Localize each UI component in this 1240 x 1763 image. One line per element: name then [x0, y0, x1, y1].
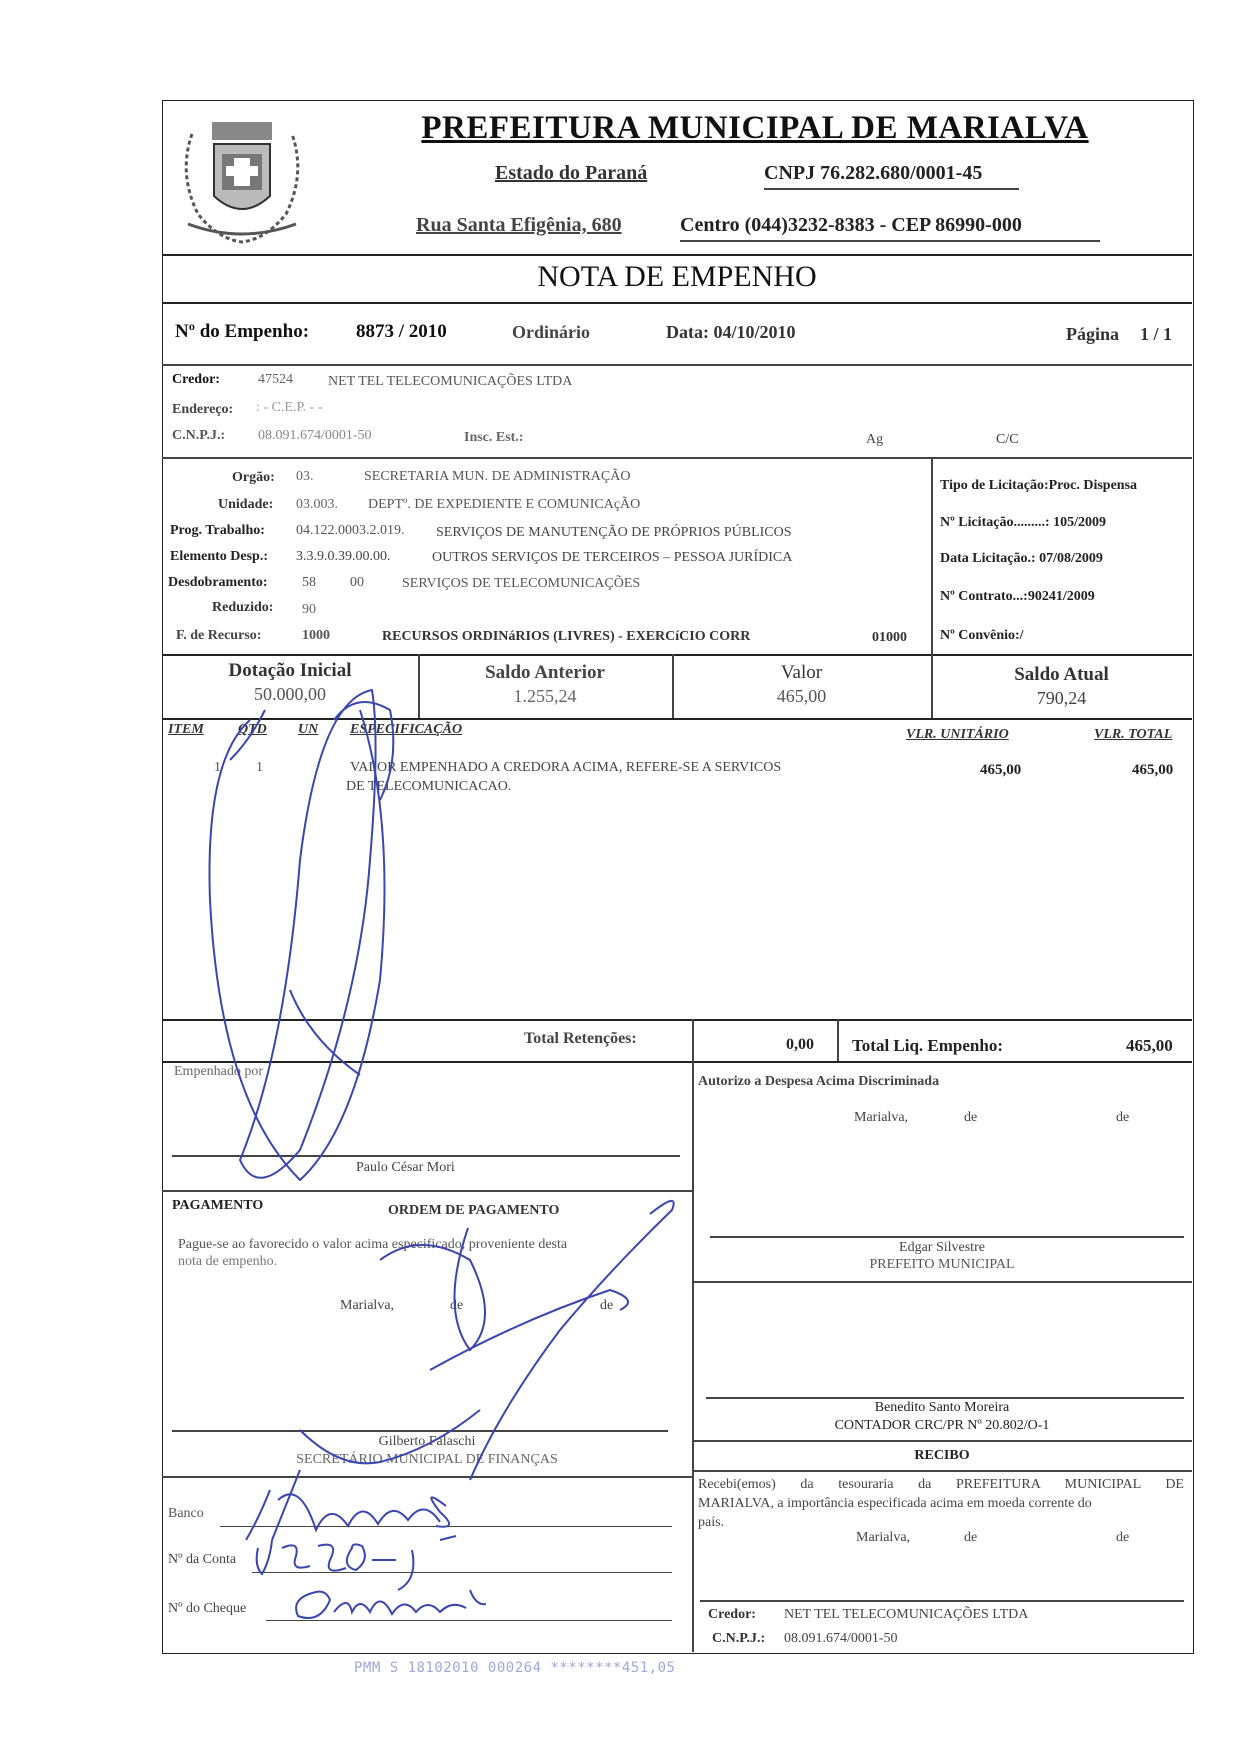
pagamento-de2: de [600, 1298, 614, 1313]
recibo-de2: de [1116, 1530, 1130, 1545]
insc-label: Insc. Est.: [464, 430, 524, 445]
row-desc1: VALOR EMPENHADO A CREDORA ACIMA, REFERE-SE A SERVICOS [350, 760, 782, 775]
cnpj-label: C.N.P.J.: [172, 428, 226, 443]
row-desc2: DE TELECOMUNICACAO. [346, 779, 512, 794]
autorizo-de2: de [1116, 1110, 1130, 1125]
ret-label: Total Retenções: [524, 1030, 637, 1047]
empenho-page-value: 1 / 1 [1140, 324, 1173, 344]
banco-label: Banco [168, 1506, 204, 1521]
recibo-text2: MARIALVA, a importância especificada acima em moeda corrente do [698, 1496, 1092, 1511]
ag-label: Ag [866, 432, 884, 447]
credor-code: 47524 [258, 372, 293, 387]
endereco-label: Endereço: [172, 402, 234, 417]
empenho-num-label: Nº do Empenho: [175, 321, 310, 342]
pagamento-de1: de [450, 1298, 464, 1313]
pagamento-city: Marialva, [340, 1298, 395, 1313]
recibo-cnpj-label: C.N.P.J.: [712, 1631, 766, 1646]
recibo-text3: país. [698, 1515, 725, 1530]
recibo-de1: de [964, 1530, 978, 1545]
reduzido-label: Reduzido: [212, 600, 274, 615]
secretario-name: Gilberto Falaschi [378, 1434, 476, 1449]
unidade-label: Unidade: [218, 497, 274, 512]
secretario-title: SECRETÁRIO MUNICIPAL DE FINANÇAS [296, 1452, 558, 1467]
unidade-code: 03.003. [296, 497, 338, 512]
empenhado-label: Empenhado por [174, 1064, 264, 1079]
prefeito-name: Edgar Silvestre [899, 1240, 985, 1255]
dotacao-value: 50.000,00 [254, 684, 326, 704]
recurso-label: F. de Recurso: [176, 628, 262, 643]
empenho-type: Ordinário [512, 322, 591, 342]
credor-label: Credor: [172, 372, 220, 387]
col-qtd: QTD [238, 722, 267, 737]
header-title: PREFEITURA MUNICIPAL DE MARIALVA [421, 110, 1089, 146]
col-espec: ESPECIFICAÇÃO [350, 722, 463, 737]
prefeito-title: PREFEITO MUNICIPAL [869, 1257, 1015, 1272]
recibo-title: RECIBO [914, 1448, 970, 1463]
header-address: Rua Santa Efigênia, 680 [416, 214, 622, 236]
elem-label: Elemento Desp.: [170, 549, 268, 564]
header-address-rest: Centro (044)3232-8383 - CEP 86990-000 [680, 214, 1022, 236]
pague-line2: nota de empenho. [178, 1254, 278, 1269]
cheque-label: Nº do Cheque [168, 1601, 247, 1616]
empenho-page-label: Página [1066, 324, 1120, 344]
ordem-label: ORDEM DE PAGAMENTO [388, 1203, 560, 1218]
empenho-num-value: 8873 / 2010 [356, 321, 447, 342]
col-un: UN [298, 722, 319, 737]
valor-label: Valor [780, 662, 823, 683]
reduzido-value: 90 [302, 602, 316, 617]
liq-value: 465,00 [1126, 1036, 1173, 1055]
recibo-city: Marialva, [856, 1530, 911, 1545]
footer-stamp: PMM S 18102010 000264 ********451,05 [354, 1660, 676, 1676]
autorizo-text: Autorizo a Despesa Acima Discriminada [698, 1074, 940, 1089]
orgao-desc: SECRETARIA MUN. DE ADMINISTRAÇÃO [364, 469, 631, 484]
elem-desc: OUTROS SERVIÇOS DE TERCEIROS – PESSOA JURÍDICA [432, 550, 793, 565]
anterior-label: Saldo Anterior [485, 662, 605, 683]
recibo-cnpj-value: 08.091.674/0001-50 [784, 1631, 898, 1646]
pagamento-label: PAGAMENTO [172, 1198, 264, 1213]
col-total: VLR. TOTAL [1094, 727, 1173, 742]
ret-value: 0,00 [786, 1036, 814, 1053]
cheque-field[interactable] [266, 1620, 672, 1621]
cc-label: C/C [996, 432, 1019, 447]
prog-desc: SERVIÇOS DE MANUTENÇÃO DE PRÓPRIOS PÚBLICOS [436, 525, 792, 540]
licitacao-numero: Nº Licitação.........: 105/2009 [940, 515, 1106, 530]
atual-value: 790,24 [1036, 688, 1087, 708]
pague-line1: Pague-se ao favorecido o valor acima especificado, proveniente desta [178, 1237, 568, 1252]
col-unit: VLR. UNITÁRIO [906, 727, 1009, 742]
desd-code1: 58 [302, 575, 316, 590]
crest-logo [168, 104, 316, 244]
recurso-code: 1000 [302, 628, 330, 643]
row-item: 1 [214, 760, 221, 775]
orgao-code: 03. [296, 469, 314, 484]
anterior-value: 1.255,24 [513, 686, 577, 706]
recibo-text1: Recebi(emos) da tesouraria da PREFEITURA MUNICIPAL DE [698, 1477, 1184, 1492]
conta-label: Nº da Conta [168, 1552, 237, 1567]
credor-name: NET TEL TELECOMUNICAÇÕES LTDA [328, 374, 573, 389]
autorizo-city: Marialva, [854, 1110, 909, 1125]
endereco-value: : - C.E.P. - - [256, 400, 323, 415]
licitacao-convenio: Nº Convênio:/ [940, 628, 1024, 643]
row-total: 465,00 [1132, 762, 1174, 778]
row-unit: 465,00 [980, 762, 1022, 778]
prog-code: 04.122.0003.2.019. [296, 523, 405, 538]
autorizo-de1: de [964, 1110, 978, 1125]
unidade-desc: DEPTº. DE EXPEDIENTE E COMUNICAçÃO [368, 497, 641, 512]
liq-label: Total Liq. Empenho: [852, 1036, 1003, 1055]
dotacao-label: Dotação Inicial [228, 660, 352, 681]
banco-field[interactable] [220, 1526, 672, 1527]
licitacao-tipo: Tipo de Licitação:Proc. Dispensa [940, 478, 1138, 493]
desd-code2: 00 [350, 575, 364, 590]
licitacao-contrato: Nº Contrato...:90241/2009 [940, 589, 1095, 604]
atual-label: Saldo Atual [1014, 664, 1109, 685]
header-state: Estado do Paraná [495, 162, 648, 184]
recibo-credor-label: Credor: [708, 1607, 756, 1622]
cnpj-value: 08.091.674/0001-50 [258, 428, 372, 443]
elem-code: 3.3.9.0.39.00.00. [296, 549, 391, 564]
doc-title: NOTA DE EMPENHO [537, 260, 817, 293]
recurso-desc: RECURSOS ORDINáRIOS (LIVRES) - EXERCíCIO CORR [382, 629, 751, 644]
orgao-label: Orgão: [232, 470, 275, 485]
row-qtd: 1 [256, 760, 263, 775]
prog-label: Prog. Trabalho: [170, 523, 265, 538]
recurso-num: 01000 [872, 630, 907, 645]
desd-label: Desdobramento: [168, 575, 268, 590]
conta-field[interactable] [252, 1572, 672, 1573]
empenhado-name: Paulo César Mori [356, 1160, 455, 1175]
valor-value: 465,00 [776, 686, 827, 706]
recibo-credor-value: NET TEL TELECOMUNICAÇÕES LTDA [784, 1607, 1029, 1622]
contador-title: CONTADOR CRC/PR Nº 20.802/O-1 [834, 1418, 1050, 1433]
empenho-date: Data: 04/10/2010 [666, 322, 796, 342]
header-cnpj: CNPJ 76.282.680/0001-45 [764, 162, 983, 184]
contador-name: Benedito Santo Moreira [874, 1400, 1010, 1415]
col-item: ITEM [168, 722, 204, 737]
desd-desc: SERVIÇOS DE TELECOMUNICAÇÕES [402, 576, 641, 591]
licitacao-data: Data Licitação.: 07/08/2009 [940, 551, 1103, 566]
